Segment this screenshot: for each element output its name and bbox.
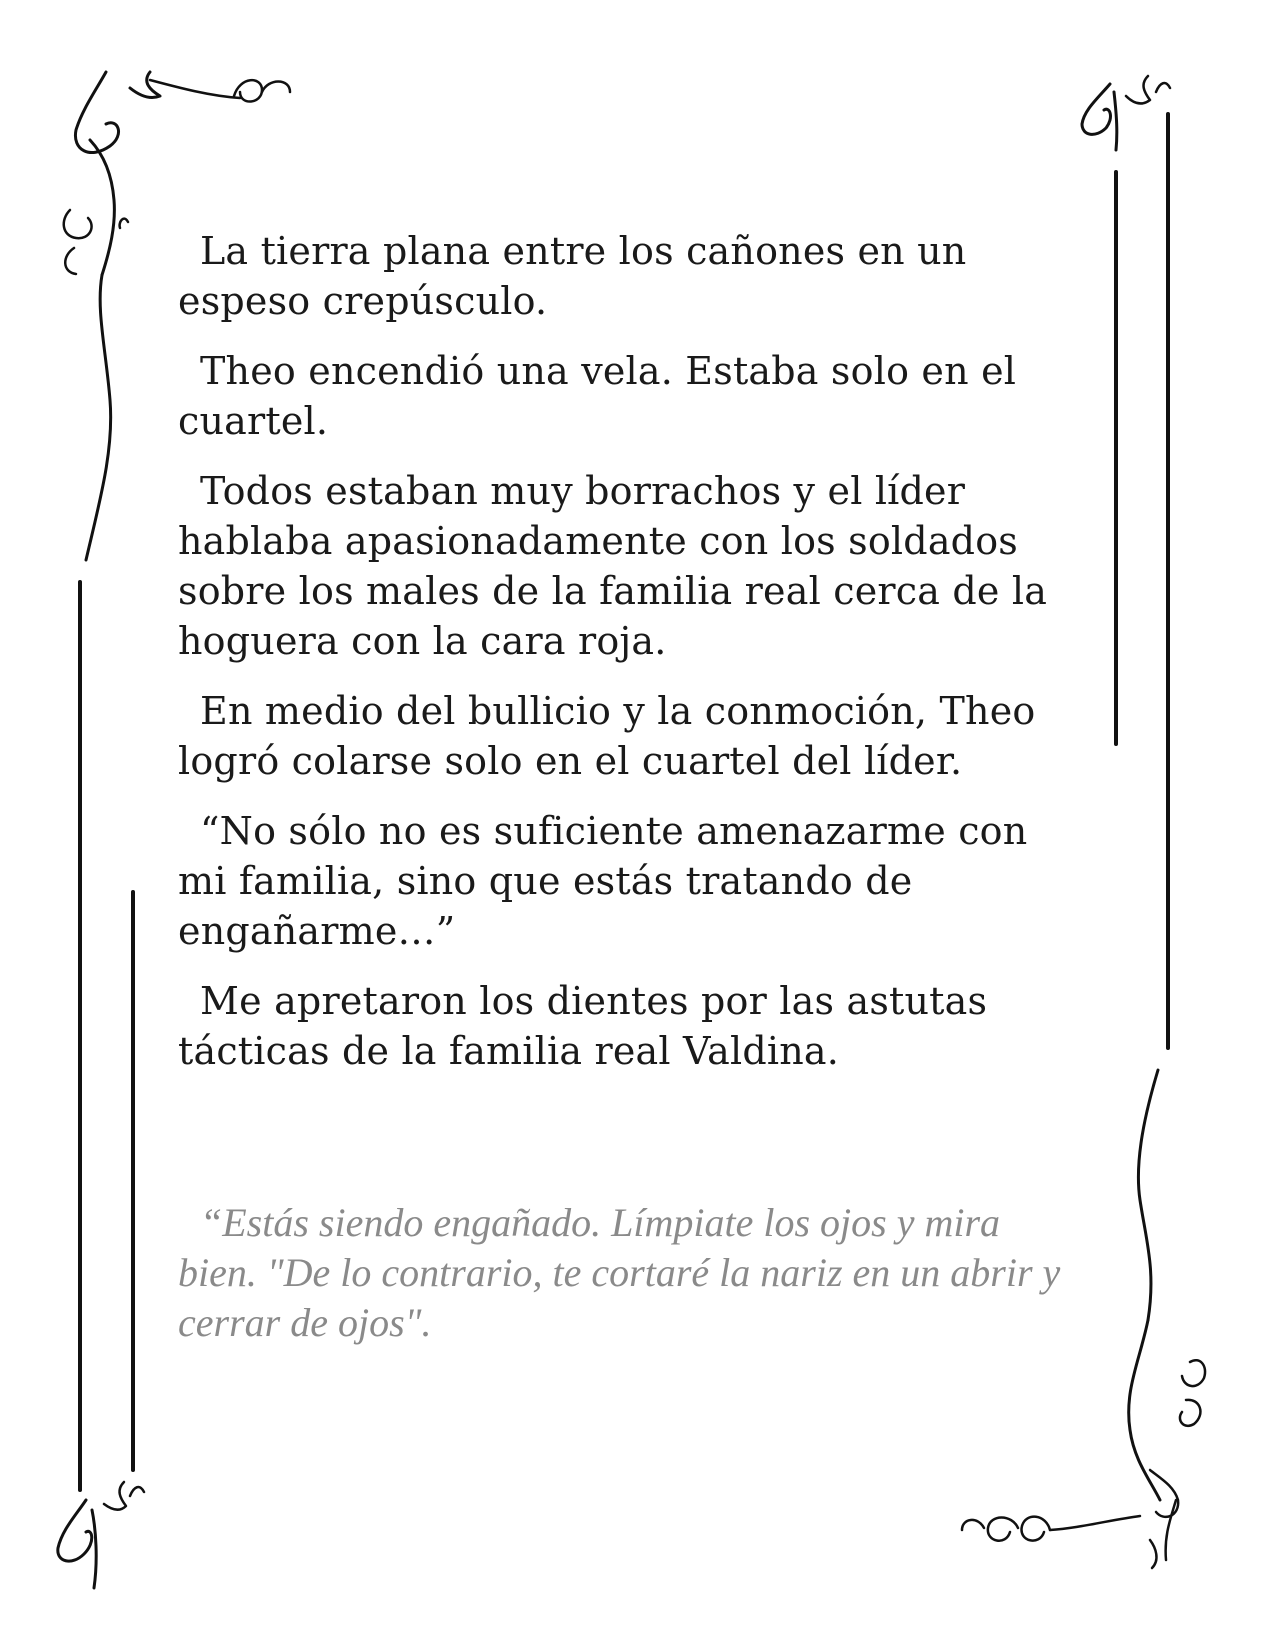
story-text [178, 226, 1078, 1096]
top-right-flourish [1082, 76, 1170, 150]
paragraph-2: Theo encendió una vela. Estaba solo en el cuartel. [178, 349, 1017, 443]
bottom-left-flourish [58, 1482, 144, 1588]
paragraph-4: En medio del bullicio y la conmoción, Theo logró colarse solo en el cuartel del líder. [178, 689, 1036, 783]
paragraph-5: “No sólo no es suficiente amenazarme con mi familia, sino que estás tratando de engañarme…” [178, 809, 1028, 953]
italic-quote: “Estás siendo engañado. Límpiate los ojos y mira bien. "De lo contrario, te cortaré la nariz en un abrir y cerrar de ojos". [178, 1200, 1061, 1345]
paragraph-3: Todos estaban muy borrachos y el líder hablaba apasionadamente con los soldados sobre los males de la familia real cerca de la hoguera con la cara roja. [178, 469, 1048, 663]
paragraph-6: Me apretaron los dientes por las astutas tácticas de la familia real Valdina. [178, 979, 988, 1073]
paragraph-1: La tierra plana entre los cañones en un espeso crepúsculo. [178, 229, 967, 323]
